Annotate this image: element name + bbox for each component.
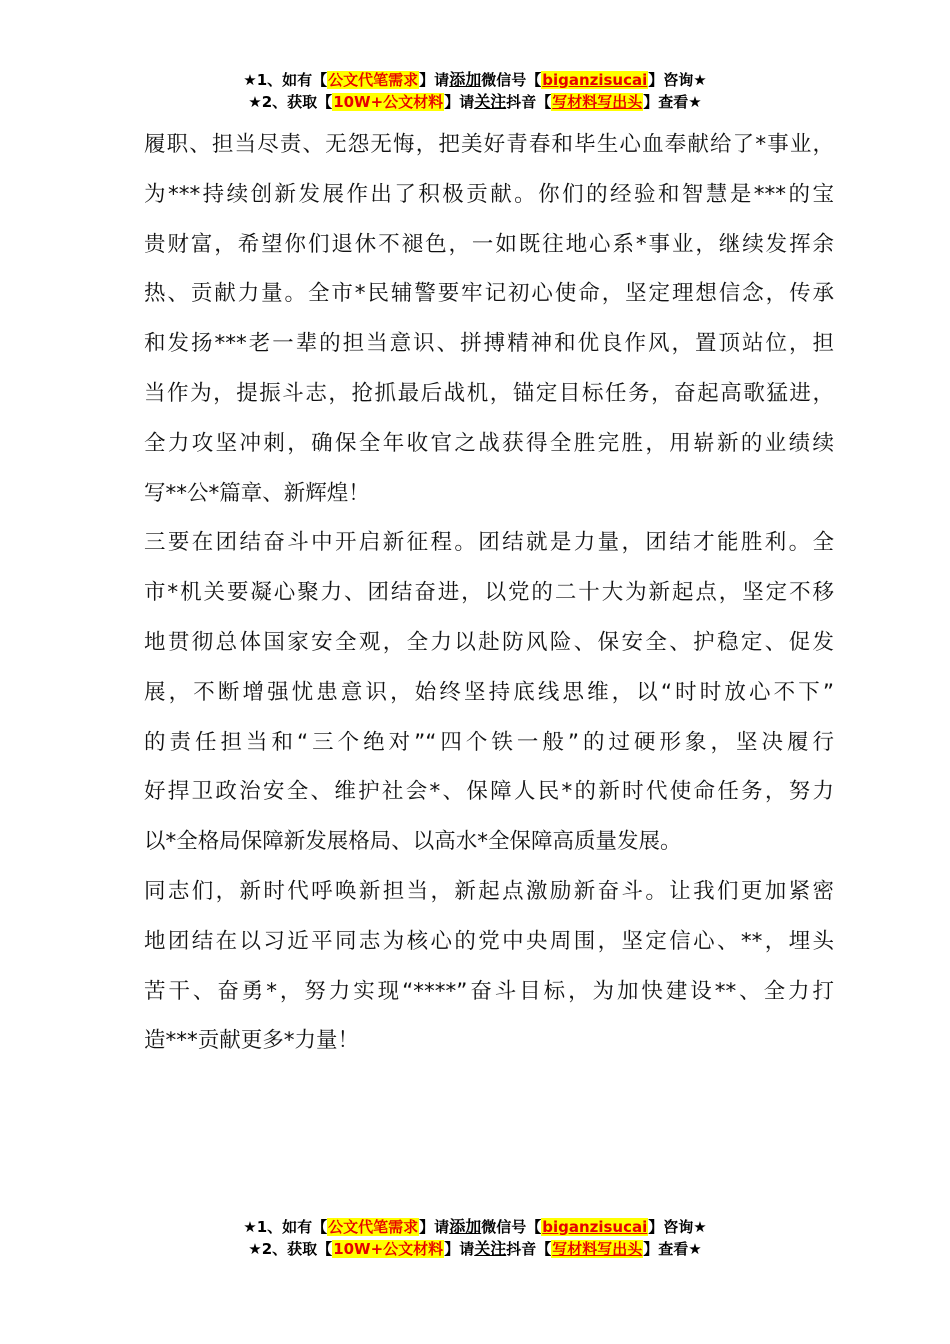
document-body (144, 120, 834, 1066)
header-promo (0, 69, 950, 113)
promo-line-1 (0, 1216, 950, 1238)
body-line: 展，不断增强忧患意识，始终坚持底线思维，以“时时放心不下” (144, 679, 834, 705)
body-line: 热、贡献力量。全市*民辅警要牢记初心使命，坚定理想信念，传承 (144, 281, 834, 307)
promo-text: 】查看★ (643, 93, 702, 111)
promo-text: ★2、获取【 (248, 1240, 333, 1258)
promo-text: ★2、获取【 (248, 93, 333, 111)
body-line: 地团结在以习近平同志为核心的党中央周围，坚定信心、**，埋头 (144, 928, 834, 954)
body-line: 的责任担当和“三个绝对”“四个铁一般”的过硬形象，坚决履行 (144, 729, 834, 755)
add-emphasis: 添加 (449, 70, 482, 89)
promo-text: ★1、如有【 (243, 71, 328, 89)
ghostwriting-highlight: 公文代笔需求 (328, 1218, 419, 1236)
douyin-account-link[interactable]: 写材料写出头 (552, 93, 643, 111)
materials-highlight: 10W+公文材料 (333, 1240, 444, 1258)
promo-text: 】查看★ (643, 1240, 702, 1258)
promo-line-2 (0, 91, 950, 113)
wechat-id-link[interactable]: biganzisucai (542, 71, 648, 89)
body-line: 全力攻坚冲刺，确保全年收官之战获得全胜完胜，用崭新的业绩续 (144, 430, 834, 456)
body-line: 地贯彻总体国家安全观，全力以赴防风险、保安全、护稳定、促发 (144, 629, 834, 655)
promo-text: 抖音【 (506, 1240, 552, 1258)
wechat-id-link[interactable]: biganzisucai (542, 1218, 648, 1236)
promo-text: ★1、如有【 (243, 1218, 328, 1236)
promo-text: 微信号【 (481, 71, 542, 89)
promo-line-2 (0, 1238, 950, 1260)
promo-line-1 (0, 69, 950, 91)
body-line: 当作为，提振斗志，抢抓最后战机，锚定目标任务，奋起高歌猛进， (144, 380, 834, 406)
ghostwriting-highlight: 公文代笔需求 (328, 71, 419, 89)
body-line: 苦干、奋勇*，努力实现“****”奋斗目标，为加快建设**、全力打 (144, 978, 834, 1004)
promo-text: 抖音【 (506, 93, 552, 111)
promo-text: 】请 (419, 71, 450, 89)
promo-text: 】咨询★ (648, 71, 707, 89)
body-line: 同志们，新时代呼唤新担当，新起点激励新奋斗。让我们更加紧密 (144, 878, 834, 904)
body-line: 履职、担当尽责、无怨无悔，把美好青春和毕生心血奉献给了*事业， (144, 132, 834, 157)
body-line: 市*机关要凝心聚力、团结奋进，以党的二十大为新起点，坚定不移 (144, 580, 834, 606)
body-line: 写**公*篇章、新辉煌！ (144, 480, 370, 506)
follow-emphasis: 关注 (474, 1239, 507, 1258)
body-line: 三要在团结奋斗中开启新征程。团结就是力量，团结才能胜利。全 (144, 530, 834, 556)
body-line: 以*全格局保障新发展格局、以高水*全保障高质量发展。 (144, 829, 682, 855)
body-line: 好捍卫政治安全、维护社会*、保障人民*的新时代使命任务，努力 (144, 779, 834, 805)
promo-text: 】请 (444, 93, 475, 111)
promo-text: 】请 (419, 1218, 450, 1236)
body-line: 造***贡献更多*力量！ (144, 1028, 360, 1054)
materials-highlight: 10W+公文材料 (333, 93, 444, 111)
body-line: 贵财富，希望你们退休不褪色，一如既往地心系*事业，继续发挥余 (144, 231, 834, 257)
footer-promo (0, 1216, 950, 1260)
follow-emphasis: 关注 (474, 92, 507, 111)
douyin-account-link[interactable]: 写材料写出头 (552, 1240, 643, 1258)
body-line: 和发扬***老一辈的担当意识、拼搏精神和优良作风，置顶站位，担 (144, 331, 834, 357)
promo-text: 】请 (444, 1240, 475, 1258)
promo-text: 】咨询★ (648, 1218, 707, 1236)
add-emphasis: 添加 (449, 1217, 482, 1236)
body-line: 为***持续创新发展作出了积极贡献。你们的经验和智慧是***的宝 (144, 181, 834, 207)
promo-text: 微信号【 (481, 1218, 542, 1236)
